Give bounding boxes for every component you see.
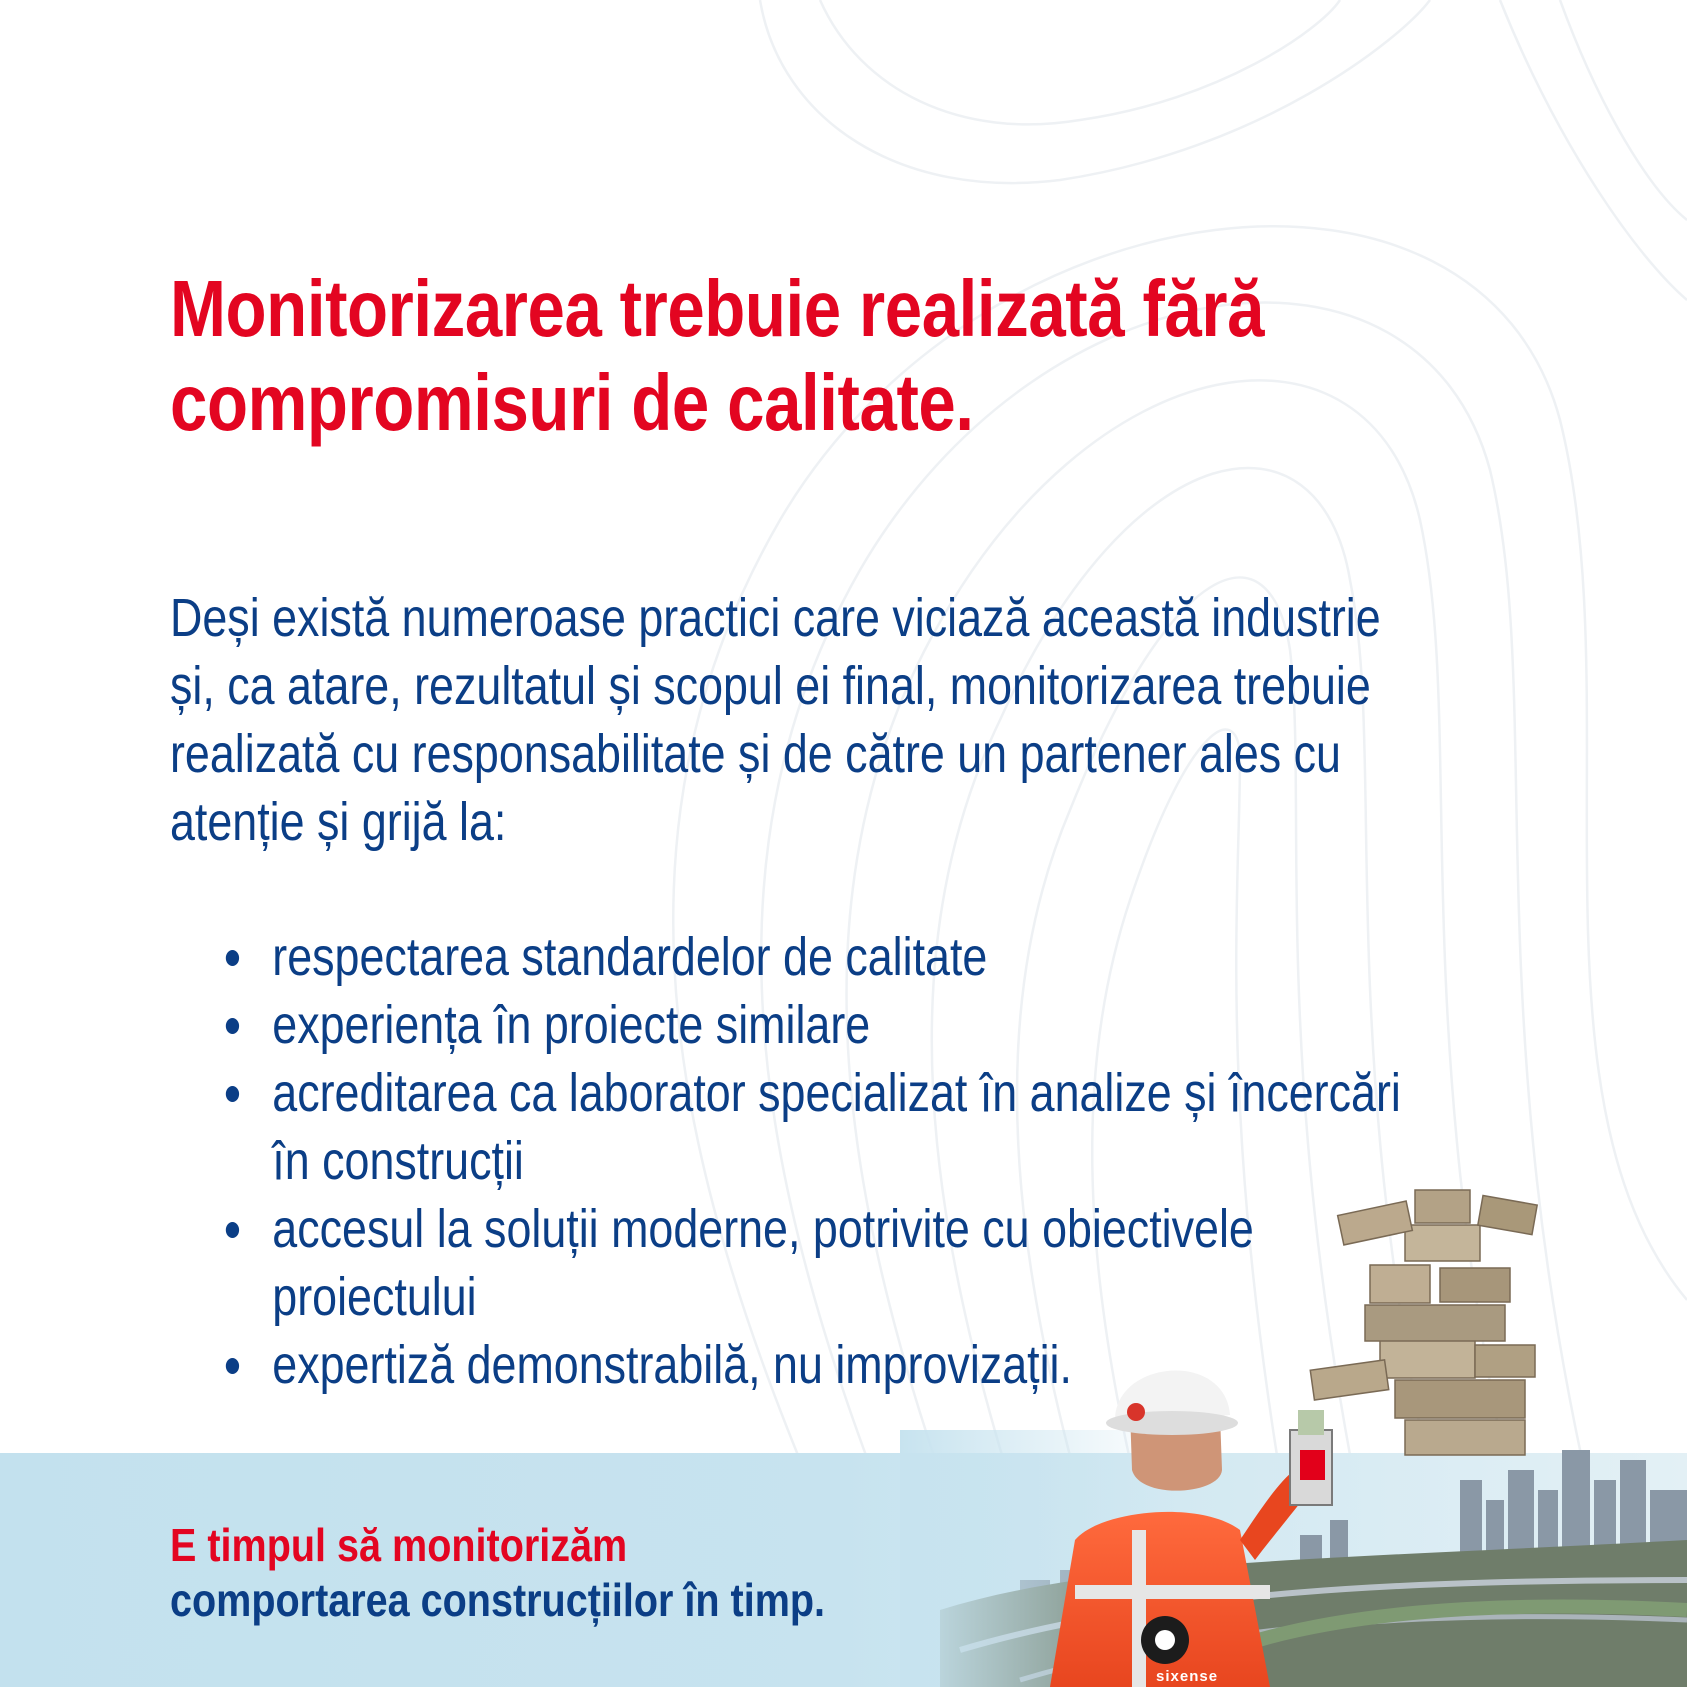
list-item (220, 991, 1440, 1059)
list-item-text: experiența în proiecte similare (272, 995, 871, 1055)
intro-paragraph (170, 584, 1498, 856)
banner-tagline-red: E timpul să monitorizăm (170, 1519, 628, 1571)
intro-line: și, ca atare, rezultatul și scopul ei final, monitorizarea trebuie (170, 656, 1371, 716)
intro-line: atenție și grijă la: (170, 792, 507, 852)
headline-line-1: Monitorizarea trebuie realizată fără (170, 264, 1265, 353)
bullet-dot-icon (226, 1222, 239, 1238)
sixense-logo: sixense (1156, 1668, 1219, 1685)
headline-line-2: compromisuri de calitate. (170, 358, 974, 448)
list-item-text: în construcții (272, 1131, 524, 1191)
bullet-dot-icon (226, 1358, 239, 1374)
list-item-text: acreditarea ca laborator specializat în analize și încercări (272, 1063, 1401, 1123)
list-item-text: proiectului (272, 1267, 477, 1327)
bullet-dot-icon (226, 1086, 239, 1102)
headline (170, 262, 1312, 451)
jenga-block-tower (1310, 1190, 1537, 1455)
list-item-text: respectarea standardelor de calitate (272, 927, 988, 987)
bullet-dot-icon (226, 950, 239, 966)
list-item-text: expertiză demonstrabilă, nu improvizații. (272, 1335, 1072, 1395)
bullet-dot-icon (226, 1018, 239, 1034)
banner-tagline-blue: comportarea construcțiilor în timp. (170, 1574, 826, 1626)
list-item (220, 1059, 1440, 1195)
list-item (220, 923, 1440, 991)
list-item-text: accesul la soluții moderne, potrivite cu obiectivele (272, 1199, 1254, 1259)
surveyor-city-illustration (900, 1180, 1687, 1687)
intro-line: Deși există numeroase practici care viciază această industrie (170, 588, 1381, 648)
intro-line: realizată cu responsabilitate și de către un partener ales cu (170, 724, 1341, 784)
